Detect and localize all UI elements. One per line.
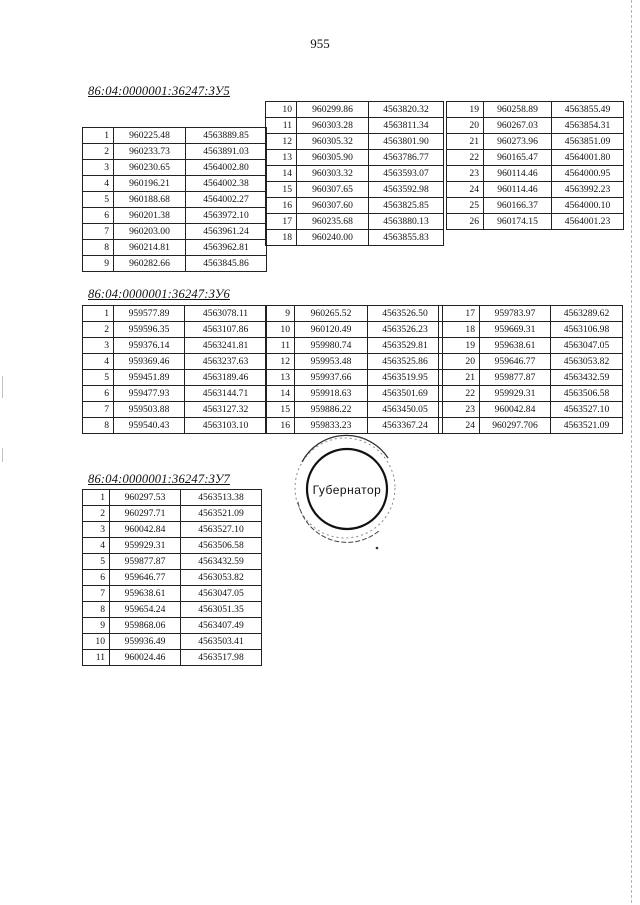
x-coordinate-cell: 959451.89	[114, 370, 185, 386]
y-coordinate-cell: 4564001.23	[552, 214, 624, 230]
point-number-cell: 2	[83, 506, 110, 522]
table-row	[439, 418, 623, 434]
point-number-cell: 8	[83, 602, 110, 618]
table-row	[447, 214, 624, 230]
y-coordinate-cell: 4563501.69	[368, 386, 443, 402]
y-coordinate-cell: 4563593.07	[369, 166, 444, 182]
x-coordinate-cell: 959638.61	[110, 586, 181, 602]
x-coordinate-cell: 960282.66	[114, 256, 186, 272]
table-row	[83, 538, 262, 554]
point-number-cell: 9	[83, 256, 114, 272]
x-coordinate-cell: 960120.49	[295, 322, 368, 338]
table-row	[266, 402, 443, 418]
point-number-cell: 14	[266, 386, 295, 402]
x-coordinate-cell: 959577.89	[114, 306, 185, 322]
scan-mark	[2, 376, 3, 398]
point-number-cell: 14	[266, 166, 297, 182]
x-coordinate-cell: 960230.65	[114, 160, 186, 176]
table-row	[447, 150, 624, 166]
x-coordinate-cell: 960240.00	[297, 230, 369, 246]
x-coordinate-cell: 960273.96	[484, 134, 552, 150]
y-coordinate-cell: 4563241.81	[185, 338, 267, 354]
point-number-cell: 6	[83, 570, 110, 586]
table-row	[83, 128, 267, 144]
point-number-cell: 15	[266, 402, 295, 418]
point-number-cell: 6	[83, 208, 114, 224]
y-coordinate-cell: 4563851.09	[552, 134, 624, 150]
section-title: 86:04:0000001:36247:ЗУ7	[88, 472, 230, 486]
y-coordinate-cell: 4563450.05	[368, 402, 443, 418]
x-coordinate-cell: 959783.97	[480, 306, 551, 322]
x-coordinate-cell: 959937.66	[295, 370, 368, 386]
point-number-cell: 18	[266, 230, 297, 246]
coordinates-table	[82, 305, 267, 434]
scan-mark	[2, 448, 3, 462]
y-coordinate-cell: 4563051.35	[181, 602, 262, 618]
table-row	[439, 306, 623, 322]
y-coordinate-cell: 4563367.24	[368, 418, 443, 434]
table-row	[83, 586, 262, 602]
table-row	[83, 354, 267, 370]
x-coordinate-cell: 959646.77	[480, 354, 551, 370]
y-coordinate-cell: 4563820.32	[369, 102, 444, 118]
table-row	[83, 208, 267, 224]
y-coordinate-cell: 4563891.03	[186, 144, 267, 160]
x-coordinate-cell: 960042.84	[480, 402, 551, 418]
point-number-cell: 1	[83, 128, 114, 144]
x-coordinate-cell: 960303.28	[297, 118, 369, 134]
y-coordinate-cell: 4563880.13	[369, 214, 444, 230]
point-number-cell: 20	[439, 354, 480, 370]
table-row	[83, 224, 267, 240]
x-coordinate-cell: 960042.84	[110, 522, 181, 538]
y-coordinate-cell: 4563237.63	[185, 354, 267, 370]
point-number-cell: 9	[83, 618, 110, 634]
page-number: 955	[310, 36, 330, 51]
point-number-cell: 3	[83, 338, 114, 354]
y-coordinate-cell: 4563855.83	[369, 230, 444, 246]
table-row	[83, 522, 262, 538]
table-row	[447, 182, 624, 198]
x-coordinate-cell: 960305.32	[297, 134, 369, 150]
table-row	[83, 322, 267, 338]
table-row	[83, 402, 267, 418]
point-number-cell: 16	[266, 198, 297, 214]
x-coordinate-cell: 960201.38	[114, 208, 186, 224]
x-coordinate-cell: 960214.81	[114, 240, 186, 256]
table-row	[266, 230, 444, 246]
point-number-cell: 11	[266, 118, 297, 134]
table-row	[439, 402, 623, 418]
x-coordinate-cell: 960305.90	[297, 150, 369, 166]
point-number-cell: 22	[439, 386, 480, 402]
coordinates-table	[265, 101, 444, 246]
y-coordinate-cell: 4563432.59	[181, 554, 262, 570]
x-coordinate-cell: 960165.47	[484, 150, 552, 166]
governor-stamp	[284, 432, 414, 552]
y-coordinate-cell: 4563854.31	[552, 118, 624, 134]
y-coordinate-cell: 4563103.10	[185, 418, 267, 434]
x-coordinate-cell: 960166.37	[484, 198, 552, 214]
y-coordinate-cell: 4563521.09	[551, 418, 623, 434]
table-row	[266, 182, 444, 198]
x-coordinate-cell: 959596.35	[114, 322, 185, 338]
y-coordinate-cell: 4563506.58	[551, 386, 623, 402]
point-number-cell: 19	[447, 102, 484, 118]
table-row	[83, 256, 267, 272]
coordinates-table	[82, 127, 267, 272]
table-row	[447, 134, 624, 150]
point-number-cell: 3	[83, 160, 114, 176]
x-coordinate-cell: 959980.74	[295, 338, 368, 354]
y-coordinate-cell: 4563289.62	[551, 306, 623, 322]
table-row	[83, 618, 262, 634]
stamp-text: Губернатор	[312, 483, 382, 497]
point-number-cell: 11	[266, 338, 295, 354]
coordinates-table	[265, 305, 443, 434]
y-coordinate-cell: 4563811.34	[369, 118, 444, 134]
table-row	[266, 338, 443, 354]
point-number-cell: 4	[83, 176, 114, 192]
y-coordinate-cell: 4563992.23	[552, 182, 624, 198]
x-coordinate-cell: 960258.89	[484, 102, 552, 118]
x-coordinate-cell: 959646.77	[110, 570, 181, 586]
y-coordinate-cell: 4564000.10	[552, 198, 624, 214]
x-coordinate-cell: 960307.65	[297, 182, 369, 198]
point-number-cell: 8	[83, 240, 114, 256]
point-number-cell: 20	[447, 118, 484, 134]
coordinates-table	[82, 489, 262, 666]
y-coordinate-cell: 4563144.71	[185, 386, 267, 402]
table-row	[83, 506, 262, 522]
table-row	[439, 338, 623, 354]
y-coordinate-cell: 4563527.10	[551, 402, 623, 418]
y-coordinate-cell: 4563526.50	[368, 306, 443, 322]
table-row	[83, 192, 267, 208]
point-number-cell: 4	[83, 538, 110, 554]
point-number-cell: 6	[83, 386, 114, 402]
point-number-cell: 17	[439, 306, 480, 322]
y-coordinate-cell: 4564002.80	[186, 160, 267, 176]
table-row	[83, 554, 262, 570]
table-row	[439, 354, 623, 370]
x-coordinate-cell: 960299.86	[297, 102, 369, 118]
section-title: 86:04:0000001:36247:ЗУ5	[88, 84, 230, 98]
x-coordinate-cell: 959953.48	[295, 354, 368, 370]
y-coordinate-cell: 4563127.32	[185, 402, 267, 418]
y-coordinate-cell: 4563078.11	[185, 306, 267, 322]
point-number-cell: 16	[266, 418, 295, 434]
table-row	[266, 322, 443, 338]
point-number-cell: 5	[83, 370, 114, 386]
x-coordinate-cell: 959886.22	[295, 402, 368, 418]
x-coordinate-cell: 960297.53	[110, 490, 181, 506]
point-number-cell: 17	[266, 214, 297, 230]
y-coordinate-cell: 4563521.09	[181, 506, 262, 522]
point-number-cell: 9	[266, 306, 295, 322]
point-number-cell: 22	[447, 150, 484, 166]
table-row	[266, 306, 443, 322]
point-number-cell: 8	[83, 418, 114, 434]
table-row	[266, 134, 444, 150]
x-coordinate-cell: 960188.68	[114, 192, 186, 208]
table-row	[83, 386, 267, 402]
point-number-cell: 7	[83, 586, 110, 602]
table-row	[266, 118, 444, 134]
y-coordinate-cell: 4563889.85	[186, 128, 267, 144]
point-number-cell: 5	[83, 192, 114, 208]
table-row	[439, 322, 623, 338]
point-number-cell: 11	[83, 650, 110, 666]
y-coordinate-cell: 4563519.95	[368, 370, 443, 386]
table-row	[83, 418, 267, 434]
table-row	[83, 634, 262, 650]
x-coordinate-cell: 959929.31	[480, 386, 551, 402]
x-coordinate-cell: 959936.49	[110, 634, 181, 650]
x-coordinate-cell: 960114.46	[484, 182, 552, 198]
x-coordinate-cell: 959376.14	[114, 338, 185, 354]
y-coordinate-cell: 4563189.46	[185, 370, 267, 386]
point-number-cell: 2	[83, 144, 114, 160]
table-row	[266, 150, 444, 166]
section-title: 86:04:0000001:36247:ЗУ6	[88, 287, 230, 301]
point-number-cell: 23	[447, 166, 484, 182]
point-number-cell: 26	[447, 214, 484, 230]
point-number-cell: 21	[439, 370, 480, 386]
y-coordinate-cell: 4564002.27	[186, 192, 267, 208]
x-coordinate-cell: 959540.43	[114, 418, 185, 434]
x-coordinate-cell: 960303.32	[297, 166, 369, 182]
y-coordinate-cell: 4563845.86	[186, 256, 267, 272]
point-number-cell: 13	[266, 150, 297, 166]
table-row	[266, 166, 444, 182]
y-coordinate-cell: 4563529.81	[368, 338, 443, 354]
y-coordinate-cell: 4563053.82	[181, 570, 262, 586]
table-row	[83, 650, 262, 666]
x-coordinate-cell: 960203.00	[114, 224, 186, 240]
table-row	[83, 338, 267, 354]
point-number-cell: 24	[439, 418, 480, 434]
table-row	[266, 354, 443, 370]
x-coordinate-cell: 959918.63	[295, 386, 368, 402]
point-number-cell: 1	[83, 490, 110, 506]
point-number-cell: 10	[266, 102, 297, 118]
x-coordinate-cell: 959877.87	[110, 554, 181, 570]
x-coordinate-cell: 959638.61	[480, 338, 551, 354]
point-number-cell: 24	[447, 182, 484, 198]
y-coordinate-cell: 4563972.10	[186, 208, 267, 224]
x-coordinate-cell: 960196.21	[114, 176, 186, 192]
point-number-cell: 12	[266, 134, 297, 150]
point-number-cell: 18	[439, 322, 480, 338]
x-coordinate-cell: 960307.60	[297, 198, 369, 214]
y-coordinate-cell: 4563592.98	[369, 182, 444, 198]
y-coordinate-cell: 4563513.38	[181, 490, 262, 506]
y-coordinate-cell: 4563053.82	[551, 354, 623, 370]
table-row	[447, 166, 624, 182]
x-coordinate-cell: 960024.46	[110, 650, 181, 666]
table-row	[83, 602, 262, 618]
y-coordinate-cell: 4563527.10	[181, 522, 262, 538]
table-row	[83, 306, 267, 322]
y-coordinate-cell: 4563801.90	[369, 134, 444, 150]
table-row	[266, 386, 443, 402]
table-row	[83, 176, 267, 192]
x-coordinate-cell: 960267.03	[484, 118, 552, 134]
y-coordinate-cell: 4563526.23	[368, 322, 443, 338]
table-row	[266, 102, 444, 118]
table-row	[83, 490, 262, 506]
y-coordinate-cell: 4563855.49	[552, 102, 624, 118]
x-coordinate-cell: 959669.31	[480, 322, 551, 338]
table-row	[447, 102, 624, 118]
point-number-cell: 10	[266, 322, 295, 338]
table-row	[266, 198, 444, 214]
x-coordinate-cell: 959868.06	[110, 618, 181, 634]
point-number-cell: 7	[83, 402, 114, 418]
point-number-cell: 13	[266, 370, 295, 386]
x-coordinate-cell: 959833.23	[295, 418, 368, 434]
point-number-cell: 7	[83, 224, 114, 240]
table-row	[447, 118, 624, 134]
x-coordinate-cell: 960174.15	[484, 214, 552, 230]
point-number-cell: 3	[83, 522, 110, 538]
binding-edge-line	[631, 0, 632, 905]
y-coordinate-cell: 4563503.41	[181, 634, 262, 650]
point-number-cell: 5	[83, 554, 110, 570]
x-coordinate-cell: 960297.71	[110, 506, 181, 522]
point-number-cell: 21	[447, 134, 484, 150]
y-coordinate-cell: 4563107.86	[185, 322, 267, 338]
x-coordinate-cell: 959503.88	[114, 402, 185, 418]
table-row	[439, 370, 623, 386]
y-coordinate-cell: 4563525.86	[368, 354, 443, 370]
point-number-cell: 12	[266, 354, 295, 370]
x-coordinate-cell: 959369.46	[114, 354, 185, 370]
table-row	[83, 370, 267, 386]
point-number-cell: 2	[83, 322, 114, 338]
x-coordinate-cell: 959929.31	[110, 538, 181, 554]
table-row	[447, 198, 624, 214]
x-coordinate-cell: 959654.24	[110, 602, 181, 618]
y-coordinate-cell: 4564000.95	[552, 166, 624, 182]
x-coordinate-cell: 959877.87	[480, 370, 551, 386]
point-number-cell: 19	[439, 338, 480, 354]
table-row	[83, 144, 267, 160]
table-row	[439, 386, 623, 402]
table-row	[83, 240, 267, 256]
x-coordinate-cell: 960225.48	[114, 128, 186, 144]
y-coordinate-cell: 4563962.81	[186, 240, 267, 256]
y-coordinate-cell: 4563432.59	[551, 370, 623, 386]
x-coordinate-cell: 960297.706	[480, 418, 551, 434]
y-coordinate-cell: 4563786.77	[369, 150, 444, 166]
y-coordinate-cell: 4564001.80	[552, 150, 624, 166]
point-number-cell: 1	[83, 306, 114, 322]
table-row	[266, 214, 444, 230]
table-row	[83, 570, 262, 586]
point-number-cell: 15	[266, 182, 297, 198]
y-coordinate-cell: 4563517.98	[181, 650, 262, 666]
y-coordinate-cell: 4563961.24	[186, 224, 267, 240]
point-number-cell: 25	[447, 198, 484, 214]
coordinates-table	[438, 305, 623, 434]
table-row	[266, 370, 443, 386]
x-coordinate-cell: 960235.68	[297, 214, 369, 230]
table-row	[83, 160, 267, 176]
coordinates-table	[446, 101, 624, 230]
x-coordinate-cell: 959477.93	[114, 386, 185, 402]
y-coordinate-cell: 4563047.05	[551, 338, 623, 354]
y-coordinate-cell: 4563106.98	[551, 322, 623, 338]
y-coordinate-cell: 4564002.38	[186, 176, 267, 192]
x-coordinate-cell: 960114.46	[484, 166, 552, 182]
point-number-cell: 23	[439, 402, 480, 418]
x-coordinate-cell: 960265.52	[295, 306, 368, 322]
point-number-cell: 4	[83, 354, 114, 370]
y-coordinate-cell: 4563825.85	[369, 198, 444, 214]
y-coordinate-cell: 4563047.05	[181, 586, 262, 602]
y-coordinate-cell: 4563506.58	[181, 538, 262, 554]
y-coordinate-cell: 4563407.49	[181, 618, 262, 634]
x-coordinate-cell: 960233.73	[114, 144, 186, 160]
point-number-cell: 10	[83, 634, 110, 650]
